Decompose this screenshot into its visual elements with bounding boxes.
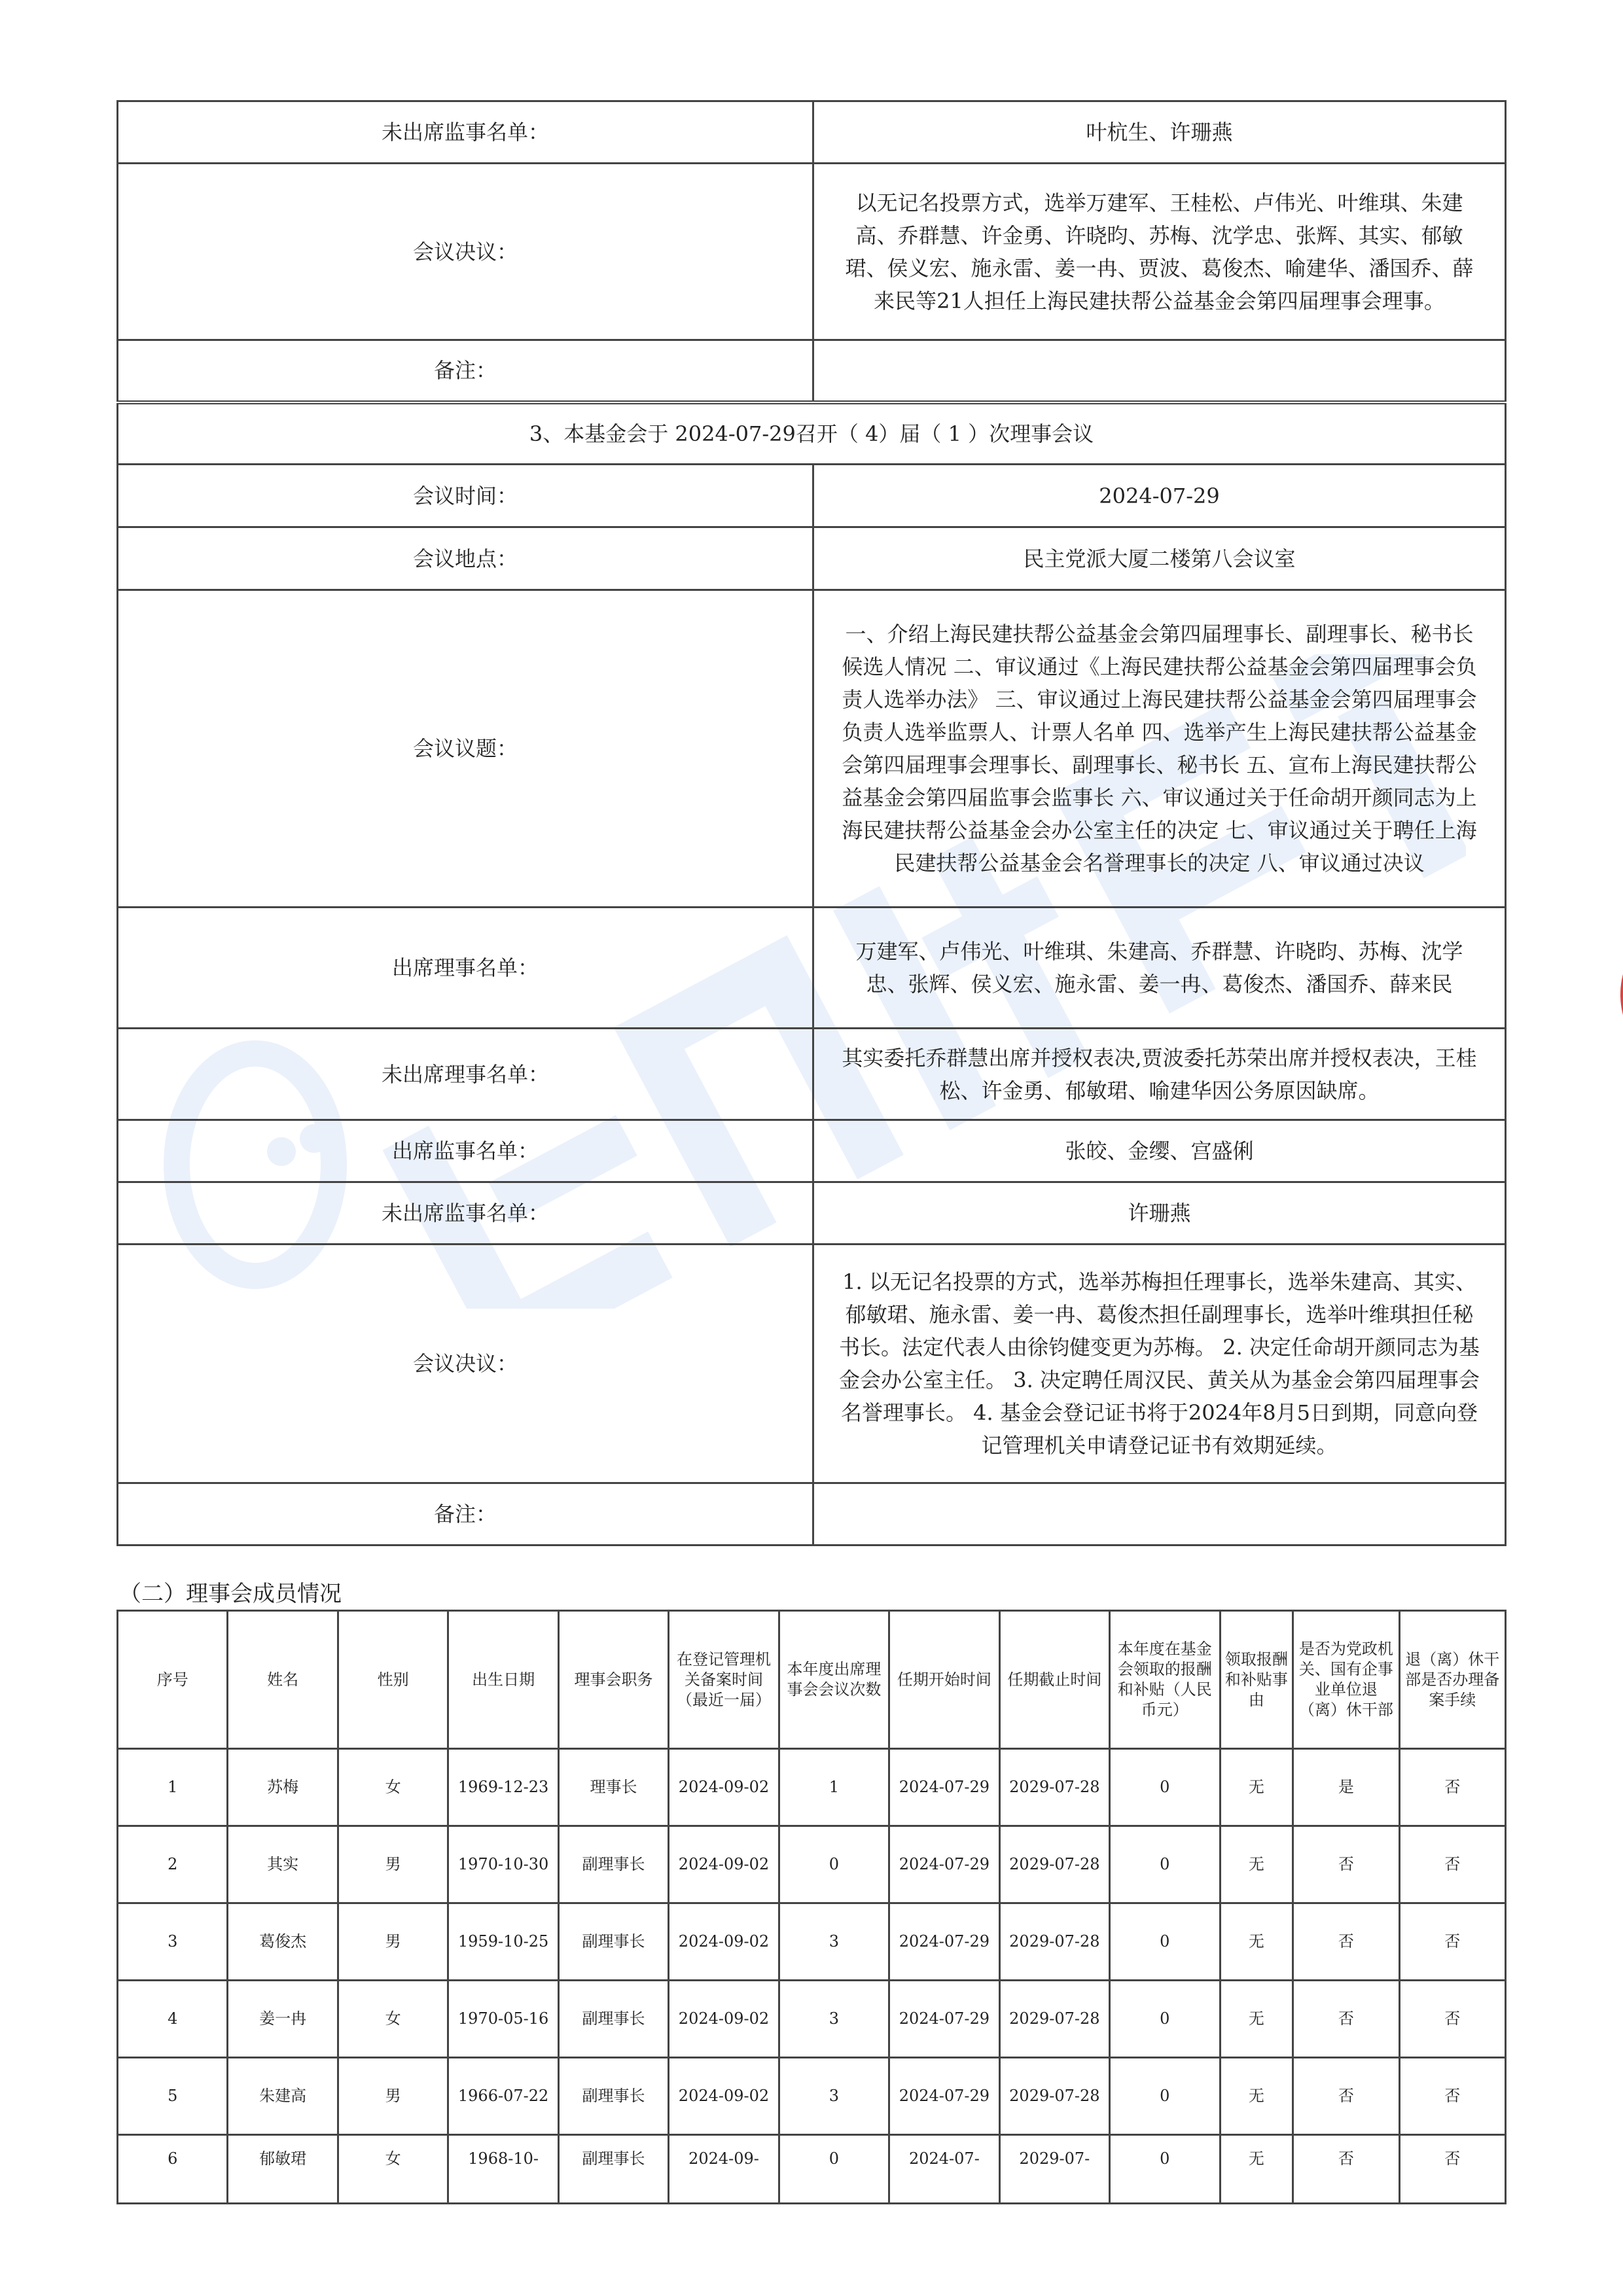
cell-filing-date: 2024-09-02 <box>669 1903 779 1981</box>
table-row <box>118 1120 1506 1182</box>
row-value: 张皎、金缨、宫盛俐 <box>813 1120 1506 1182</box>
cell-birth-date: 1968-10- <box>448 2135 558 2204</box>
cell-birth-date: 1970-05-16 <box>448 1981 558 2058</box>
cell-attendance: 0 <box>779 2135 889 2204</box>
row-value: 许珊燕 <box>813 1182 1506 1245</box>
table-row <box>118 1245 1506 1483</box>
cell-term-start: 2024-07-29 <box>889 1826 999 1903</box>
cell-birth-date: 1966-07-22 <box>448 2058 558 2135</box>
cell-term-end: 2029-07- <box>999 2135 1109 2204</box>
cell-gender: 男 <box>338 2058 448 2135</box>
cell-position: 副理事长 <box>558 2058 668 2135</box>
row-value: 民主党派大厦二楼第八会议室 <box>813 527 1506 590</box>
table-row <box>118 2058 1506 2135</box>
table-row <box>118 465 1506 527</box>
cell-term-end: 2029-07-28 <box>999 1826 1109 1903</box>
row-label: 未出席理事名单： <box>118 1029 813 1120</box>
cell-position: 副理事长 <box>558 1981 668 2058</box>
cell-filing-date: 2024-09-02 <box>669 2058 779 2135</box>
cell-compensation: 0 <box>1110 2135 1220 2204</box>
cell-filing-date: 2024-09-02 <box>669 1981 779 2058</box>
table-row <box>118 1981 1506 2058</box>
column-header: 任期截止时间 <box>999 1611 1109 1749</box>
cell-compensation-reason: 无 <box>1220 1826 1293 1903</box>
cell-gender: 女 <box>338 2135 448 2204</box>
cell-filing-status: 否 <box>1399 1903 1505 1981</box>
cell-compensation: 0 <box>1110 1981 1220 2058</box>
cell-filing-status: 否 <box>1399 2058 1505 2135</box>
table-row <box>118 340 1506 402</box>
table-row <box>118 1903 1506 1981</box>
cell-retired-official: 否 <box>1293 1903 1399 1981</box>
cell-name: 姜一冉 <box>228 1981 338 2058</box>
cell-term-start: 2024-07-29 <box>889 1903 999 1981</box>
cell-position: 副理事长 <box>558 1826 668 1903</box>
column-header: 姓名 <box>228 1611 338 1749</box>
cell-retired-official: 否 <box>1293 1981 1399 2058</box>
row-label: 会议时间： <box>118 465 813 527</box>
cell-filing-date: 2024-09- <box>669 2135 779 2204</box>
table-row <box>118 527 1506 590</box>
column-header: 出生日期 <box>448 1611 558 1749</box>
row-label: 出席监事名单： <box>118 1120 813 1182</box>
cell-gender: 女 <box>338 1981 448 2058</box>
cell-filing-date: 2024-09-02 <box>669 1749 779 1826</box>
row-value <box>813 340 1506 402</box>
row-label: 会议决议： <box>118 164 813 340</box>
cell-index: 1 <box>118 1749 228 1826</box>
column-header: 是否为党政机关、国有企事业单位退（离）休干部 <box>1293 1611 1399 1749</box>
cell-retired-official: 否 <box>1293 1826 1399 1903</box>
cell-filing-status: 否 <box>1399 1826 1505 1903</box>
cell-compensation: 0 <box>1110 1749 1220 1826</box>
column-header: 领取报酬和补贴事由 <box>1220 1611 1293 1749</box>
cell-attendance: 3 <box>779 2058 889 2135</box>
cell-gender: 男 <box>338 1903 448 1981</box>
cell-index: 4 <box>118 1981 228 2058</box>
header-row <box>118 1611 1506 1749</box>
cell-retired-official: 否 <box>1293 2058 1399 2135</box>
cell-attendance: 0 <box>779 1826 889 1903</box>
cell-name: 其实 <box>228 1826 338 1903</box>
cell-compensation-reason: 无 <box>1220 1903 1293 1981</box>
cell-term-start: 2024-07-29 <box>889 1749 999 1826</box>
cell-gender: 男 <box>338 1826 448 1903</box>
cell-index: 2 <box>118 1826 228 1903</box>
cell-name: 苏梅 <box>228 1749 338 1826</box>
cell-term-start: 2024-07-29 <box>889 2058 999 2135</box>
table-row <box>118 164 1506 340</box>
cell-compensation: 0 <box>1110 1826 1220 1903</box>
meeting-records-table <box>116 100 1507 1546</box>
row-label: 出席理事名单： <box>118 908 813 1029</box>
column-header: 退（离）休干部是否办理备案手续 <box>1399 1611 1505 1749</box>
cell-position: 理事长 <box>558 1749 668 1826</box>
cell-name: 郁敏珺 <box>228 2135 338 2204</box>
cell-term-start: 2024-07-29 <box>889 1981 999 2058</box>
table-row <box>118 402 1506 465</box>
table-row <box>118 590 1506 908</box>
row-label: 未出席监事名单： <box>118 101 813 164</box>
row-value: 2024-07-29 <box>813 465 1506 527</box>
table-row <box>118 1483 1506 1545</box>
column-header: 在登记管理机关备案时间（最近一届） <box>669 1611 779 1749</box>
cell-index: 3 <box>118 1903 228 1981</box>
row-label: 未出席监事名单： <box>118 1182 813 1245</box>
meeting-header: 3、本基金会于 2024-07-29召开（ 4）届（ 1 ）次理事会议 <box>118 402 1506 465</box>
row-label: 会议议题： <box>118 590 813 908</box>
row-value: 叶杭生、许珊燕 <box>813 101 1506 164</box>
table-row <box>118 908 1506 1029</box>
column-header: 本年度在基金会领取的报酬和补贴（人民币元） <box>1110 1611 1220 1749</box>
column-header: 理事会职务 <box>558 1611 668 1749</box>
cell-birth-date: 1970-10-30 <box>448 1826 558 1903</box>
column-header: 本年度出席理事会会议次数 <box>779 1611 889 1749</box>
section-title: （二）理事会成员情况 <box>119 1581 342 1607</box>
cell-term-end: 2029-07-28 <box>999 1749 1109 1826</box>
cell-filing-status: 否 <box>1399 1981 1505 2058</box>
cell-name: 朱建高 <box>228 2058 338 2135</box>
cell-gender: 女 <box>338 1749 448 1826</box>
row-label: 备注： <box>118 1483 813 1545</box>
cell-attendance: 1 <box>779 1749 889 1826</box>
cell-attendance: 3 <box>779 1981 889 2058</box>
row-value: 1. 以无记名投票的方式，选举苏梅担任理事长，选举朱建高、其实、郁敏珺、施永雷、姜一冉、葛俊杰担任副理事长，选举叶维琪担任秘书长。法定代表人由徐钧健变更为苏梅。 2. 决定任命胡开颜同志为基金会办公室主任。 3. 决定聘任周汉民、黄关从为基金会第四届理事会名誉理事长。 4. 基金会登记证书将于2024年8月5日到期，同意向登记管理机关申请登记证书有效期延续。 <box>813 1245 1506 1483</box>
cell-term-end: 2029-07-28 <box>999 1903 1109 1981</box>
row-value: 一、介绍上海民建扶帮公益基金会第四届理事长、副理事长、秘书长候选人情况 二、审议通过《上海民建扶帮公益基金会第四届理事会负责人选举办法》 三、审议通过上海民建扶帮公益基金会第四届理事会负责人选举监票人、计票人名单 四、选举产生上海民建扶帮公益基金会第四届理事会理事长、副理事长、秘书长 五、宣布上海民建扶帮公益基金会第四届监事会监事长 六、审议通过关于任命胡开颜同志为上海民建扶帮公益基金会办公室主任的决定 七、审议通过关于聘任上海民建扶帮公益基金会名誉理事长的决定 八、审议通过决议 <box>813 590 1506 908</box>
cell-term-start: 2024-07- <box>889 2135 999 2204</box>
cell-filing-status: 否 <box>1399 2135 1505 2204</box>
cell-birth-date: 1959-10-25 <box>448 1903 558 1981</box>
row-label: 会议决议： <box>118 1245 813 1483</box>
cell-filing-status: 否 <box>1399 1749 1505 1826</box>
table-row <box>118 1826 1506 1903</box>
row-value: 万建军、卢伟光、叶维琪、朱建高、乔群慧、许晓昀、苏梅、沈学忠、张辉、侯义宏、施永雷、姜一冉、葛俊杰、潘国乔、薛来民 <box>813 908 1506 1029</box>
table-row <box>118 1182 1506 1245</box>
cell-index: 6 <box>118 2135 228 2204</box>
official-seal <box>1597 903 1623 1086</box>
table-row <box>118 2135 1506 2204</box>
cell-retired-official: 否 <box>1293 2135 1399 2204</box>
column-header: 性别 <box>338 1611 448 1749</box>
table-row <box>118 1749 1506 1826</box>
row-value <box>813 1483 1506 1545</box>
cell-index: 5 <box>118 2058 228 2135</box>
column-header: 序号 <box>118 1611 228 1749</box>
row-value: 其实委托乔群慧出席并授权表决,贾波委托苏荣出席并授权表决，王桂松、许金勇、郁敏珺、喻建华因公务原因缺席。 <box>813 1029 1506 1120</box>
table-row <box>118 101 1506 164</box>
row-value: 以无记名投票方式，选举万建军、王桂松、卢伟光、叶维琪、朱建高、乔群慧、许金勇、许晓昀、苏梅、沈学忠、张辉、其实、郁敏珺、侯义宏、施永雷、姜一冉、贾波、葛俊杰、喻建华、潘国乔、薛来民等21人担任上海民建扶帮公益基金会第四届理事会理事。 <box>813 164 1506 340</box>
cell-position: 副理事长 <box>558 2135 668 2204</box>
cell-compensation-reason: 无 <box>1220 1981 1293 2058</box>
cell-birth-date: 1969-12-23 <box>448 1749 558 1826</box>
cell-retired-official: 是 <box>1293 1749 1399 1826</box>
cell-filing-date: 2024-09-02 <box>669 1826 779 1903</box>
cell-name: 葛俊杰 <box>228 1903 338 1981</box>
cell-compensation: 0 <box>1110 2058 1220 2135</box>
table-row <box>118 1029 1506 1120</box>
column-header: 任期开始时间 <box>889 1611 999 1749</box>
cell-compensation-reason: 无 <box>1220 2058 1293 2135</box>
cell-term-end: 2029-07-28 <box>999 1981 1109 2058</box>
cell-compensation-reason: 无 <box>1220 1749 1293 1826</box>
row-label: 会议地点： <box>118 527 813 590</box>
cell-compensation: 0 <box>1110 1903 1220 1981</box>
row-label: 备注： <box>118 340 813 402</box>
board-members-table <box>116 1610 1507 2204</box>
cell-compensation-reason: 无 <box>1220 2135 1293 2204</box>
cell-term-end: 2029-07-28 <box>999 2058 1109 2135</box>
cell-position: 副理事长 <box>558 1903 668 1981</box>
cell-attendance: 3 <box>779 1903 889 1981</box>
